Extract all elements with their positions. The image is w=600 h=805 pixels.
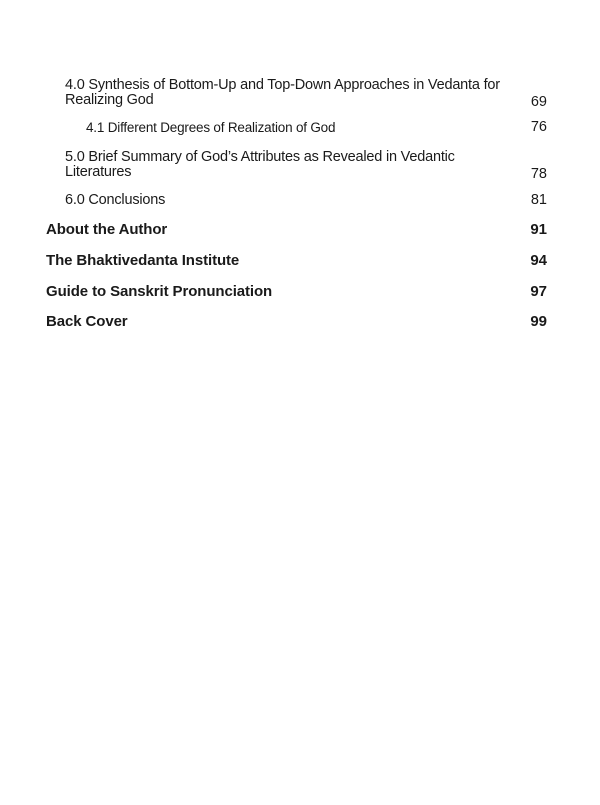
toc-entry-title: Back Cover [46,313,128,330]
toc-entry-page-number: 78 [530,166,547,182]
toc-entry-title: 6.0 Conclusions [65,192,166,208]
toc-entry-title: 4.0 Synthesis of Bottom-Up and Top-Down Approaches in Vedanta for Realizing God [65,77,500,108]
toc-entry-title: Guide to Sanskrit Pronunciation [46,283,273,300]
toc-entry-about-the-author[interactable] [0,221,600,240]
toc-entry-5-0[interactable] [0,150,600,184]
toc-entry-back-cover[interactable] [0,313,600,332]
toc-entry-6-0[interactable] [0,193,600,210]
toc-entry-page-number: 91 [530,221,547,238]
toc-entry-bhaktivedanta-institute[interactable] [0,252,600,271]
toc-entry-sanskrit-pronunciation[interactable] [0,283,600,302]
toc-entry-page-number: 69 [530,94,547,110]
toc-entry-title: 4.1 Different Degrees of Realization of God [86,120,336,135]
toc-entry-title: The Bhaktivedanta Institute [46,252,240,269]
toc-entry-4-1[interactable] [0,120,600,137]
toc-entry-page-number: 94 [530,252,547,269]
toc-entry-title: About the Author [46,221,168,238]
toc-entry-page-number: 97 [530,283,547,300]
toc-entry-page-number: 99 [530,313,547,330]
toc-entry-page-number: 81 [530,192,547,208]
toc-entry-4-0[interactable] [0,78,600,112]
toc-entry-title: 5.0 Brief Summary of God’s Attributes as Revealed in Vedantic Literatures [65,149,455,180]
toc-entry-page-number: 76 [530,119,547,135]
